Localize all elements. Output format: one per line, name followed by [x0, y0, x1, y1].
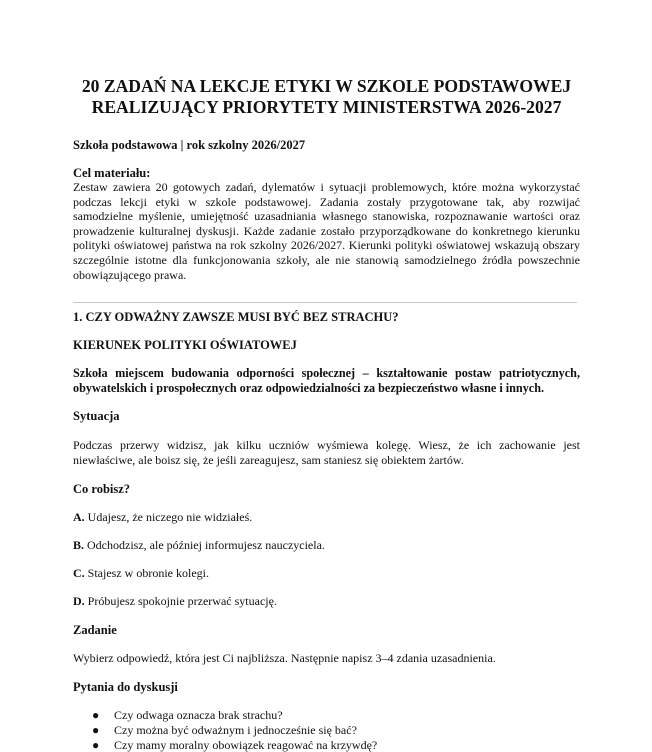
option-a [73, 510, 580, 525]
section-divider [73, 302, 577, 303]
task-text: Wybierz odpowiedź, która jest Ci najbliższa. Następnie napisz 3–4 zdania uzasadnienia. [73, 651, 496, 665]
task-heading: Zadanie [73, 623, 117, 637]
option-text: Odchodzisz, ale później informujesz nauczyciela. [87, 538, 325, 552]
bullet-icon: ● [92, 722, 100, 737]
discussion-list [73, 708, 377, 752]
situation-heading: Sytuacja [73, 409, 120, 423]
situation-text: Podczas przerwy widzisz, jak kilku uczniów wyśmiewa kolegę. Wiesz, że ich zachowanie jest niewłaściwe, ale boisz się, że jeśli zareagujesz, sam staniesz się obiektem żartów. [73, 438, 580, 467]
list-item [73, 723, 377, 738]
policy-heading: KIERUNEK POLITYKI OŚWIATOWEJ [73, 338, 297, 352]
title-line-2: REALIZUJĄCY PRIORYTETY MINISTERSTWA 2026-2027 [91, 97, 562, 117]
discussion-question: Czy odwaga oznacza brak strachu? [114, 708, 283, 722]
discussion-question: Czy mamy moralny obowiązek reagować na krzywdę? [114, 737, 378, 752]
school-year-meta: Szkoła podstawowa | rok szkolny 2026/2027 [73, 138, 306, 152]
question-heading: Co robisz? [73, 482, 131, 496]
purpose-label: Cel materiału: [73, 166, 151, 180]
title-line-1: 20 ZADAŃ NA LEKCJE ETYKI W SZKOLE PODSTAWOWEJ [81, 76, 572, 96]
option-letter: A. [73, 510, 85, 524]
bullet-icon: ● [92, 737, 100, 752]
task-1-heading: 1. CZY ODWAŻNY ZAWSZE MUSI BYĆ BEZ STRACHU? [73, 310, 399, 324]
option-letter: D. [73, 594, 85, 608]
purpose-text: Zestaw zawiera 20 gotowych zadań, dylematów i sytuacji problemowych, które można wykorzystać podczas lekcji etyki w szkole podstawowej. Zadania zostały przygotowane tak, aby rozwijać samodzielne myślenie, umiejętność uzasadniania własnego stanowiska, rozpoznawanie wartości oraz prowadzenie kulturalnej dyskusji. Każde zadanie zostało przyporządkowane do konkretnego kierunku polityki oświatowej państwa na rok szkolny 2026/2027. Kierunki polityki oświatowej wskazują obszary szczególnie istotne dla funkcjonowania szkoły, ale nie stanowią samodzielnego źródła powszechnie obowiązującego prawa. [73, 180, 580, 282]
option-c [73, 566, 580, 581]
discussion-heading: Pytania do dyskusji [73, 680, 178, 694]
option-d [73, 594, 580, 609]
policy-text: Szkoła miejscem budowania odporności społecznej – kształtowanie postaw patriotycznych, obywatelskich i prospołecznych oraz odpowiedzialności za bezpieczeństwo własne i innych. [73, 366, 580, 395]
option-text: Udajesz, że niczego nie widziałeś. [87, 510, 253, 524]
option-text: Próbujesz spokojnie przerwać sytuację. [87, 594, 277, 608]
option-letter: C. [73, 566, 85, 580]
option-letter: B. [73, 538, 85, 552]
bullet-icon: ● [92, 708, 100, 722]
option-b [73, 538, 580, 553]
discussion-question: Czy można być odważnym i jednocześnie się bać? [114, 722, 357, 737]
option-text: Stajesz w obronie kolegi. [87, 566, 209, 580]
list-item [73, 738, 377, 752]
document-title [73, 76, 580, 118]
list-item [73, 708, 377, 723]
